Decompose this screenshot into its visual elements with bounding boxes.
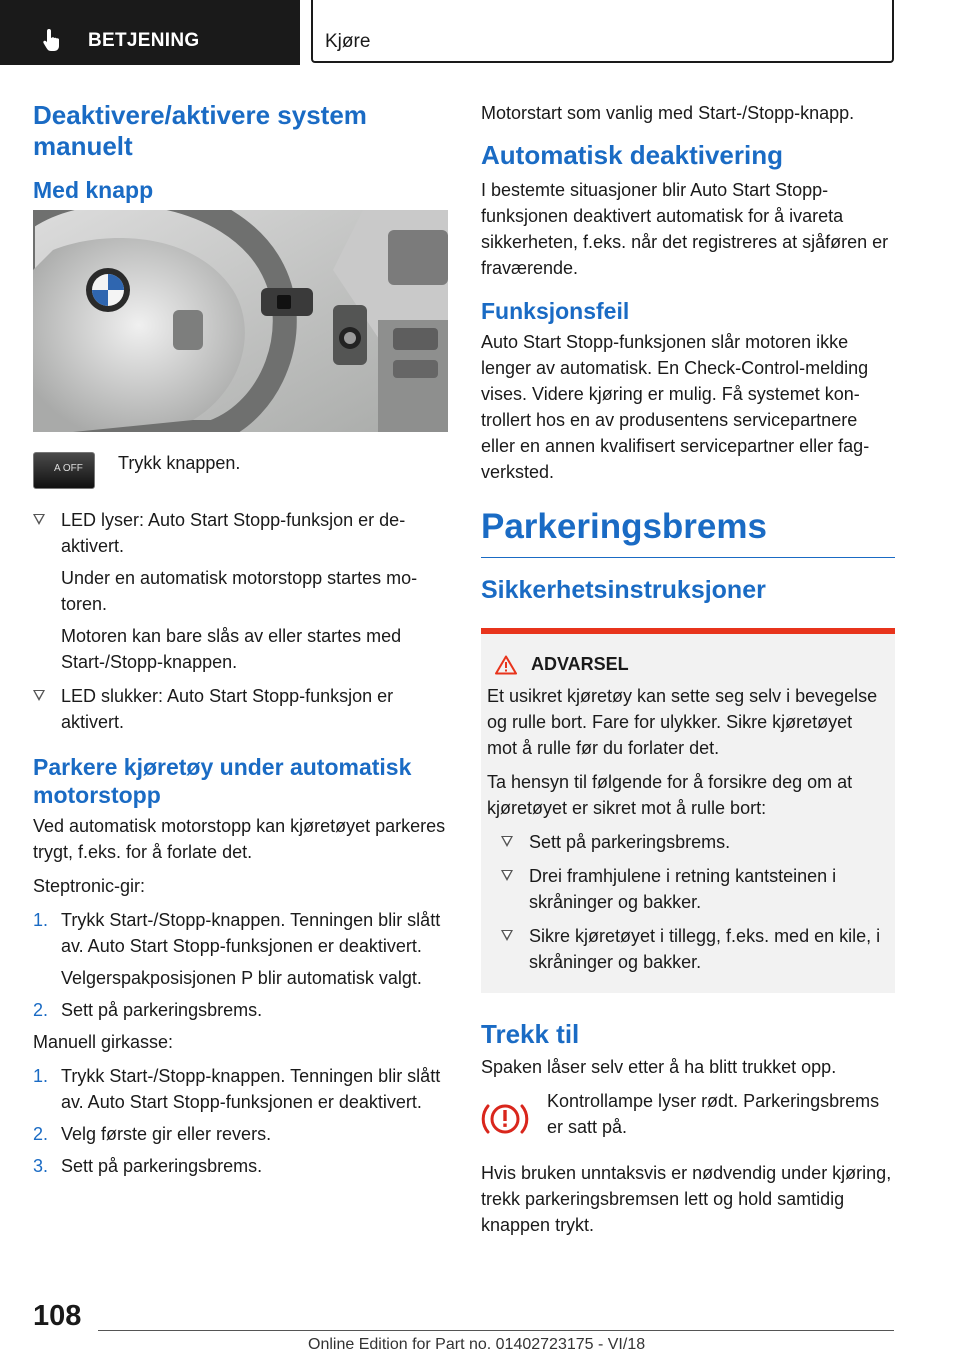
- triangle-bullet-icon: [501, 870, 513, 881]
- pull-text: Spaken låser selv etter å ha blitt trukket opp.: [481, 1057, 837, 1077]
- triangle-bullet-icon: [33, 514, 45, 525]
- list-item: LED slukker: Auto Start Stopp-funksjon er aktivert.: [33, 683, 448, 735]
- auto-deactivation-title: Automatisk deaktivering: [481, 140, 783, 170]
- chapter-tab: [0, 0, 300, 65]
- footer-divider: [98, 1330, 894, 1331]
- right-column: [481, 100, 895, 1246]
- warning-box: [481, 628, 895, 993]
- manual-steps: [33, 1063, 448, 1179]
- parking-brake-title: Parkeringsbrems: [481, 507, 895, 558]
- warning-triangle-icon: [495, 655, 517, 675]
- warning-list: [501, 829, 885, 975]
- subsection-title-park: Parkere kjøretøy under automatisk motorstopp: [33, 754, 412, 808]
- led-status-list: [33, 507, 448, 735]
- auto-deactivation-text: I bestemte situasjoner blir Auto Start Stopp-funksjonen deaktivert automatisk for å ivareta sikkerheten, f.eks. når det registreres at sjåføren er fraværende.: [481, 180, 889, 278]
- section-label: Kjøre: [325, 31, 371, 52]
- parking-brake-lamp-icon: [481, 1102, 529, 1136]
- manual-label: Manuell girkasse:: [33, 1032, 174, 1052]
- intro-text: Motorstart som vanlig med Start-/Stopp-knapp.: [481, 103, 855, 123]
- section-frame: [311, 0, 894, 63]
- list-item: 1. Trykk Start-/Stopp-knappen. Tenningen blir slått av. Auto Start Stopp-funksjonen er deaktivert.: [33, 1066, 441, 1112]
- hand-pointer-icon: [42, 28, 64, 52]
- list-item: 3. Sett på parkeringsbrems.: [33, 1156, 263, 1176]
- warning-text-1: Et usikret kjøretøy kan sette seg selv i bevegelse og rulle bort. Fare for ulykker. Sikre kjøretøyet mot å rulle før du forlater det.: [487, 686, 878, 758]
- park-text: Ved automatisk motorstopp kan kjøretøyet parkeres trygt, f.eks. for å forlate det.: [33, 816, 446, 862]
- warning-title: ADVARSEL: [487, 654, 885, 675]
- triangle-bullet-icon: [501, 930, 513, 941]
- triangle-bullet-icon: [501, 836, 513, 847]
- list-item: 2. Velg første gir eller revers.: [33, 1124, 272, 1144]
- page-number: 108: [33, 1300, 82, 1332]
- button-caption: Trykk knappen.: [118, 453, 241, 473]
- pull-title: Trekk til: [481, 1019, 580, 1049]
- triangle-bullet-icon: [33, 690, 45, 701]
- list-item: 1. Trykk Start-/Stopp-knappen. Tenningen blir slått av. Auto Start Stopp-funksjonen er deaktivert. Velgerspakposisjonen P blir automatisk valgt.: [33, 910, 441, 988]
- warning-text-2: Ta hensyn til følgende for å forsikre deg om at kjøretøyet er sikret mot å rulle bort:: [487, 772, 853, 818]
- lamp-text: Kontrollampe lyser rødt. Parkeringsbrems er satt på.: [547, 1091, 880, 1137]
- auto-start-stop-button-icon: A OFF: [33, 452, 95, 489]
- indicator-lamp-row: [481, 1088, 895, 1148]
- emergency-text: Hvis bruken unntaksvis er nødvendig under kjøring, trekk parkeringsbremsen lett og hold samtidig knappen trykt.: [481, 1163, 892, 1235]
- list-item: 2. Sett på parkeringsbrems.: [33, 1000, 263, 1020]
- steptronic-label: Steptronic-gir:: [33, 876, 146, 896]
- fault-title: Funksjonsfeil: [481, 298, 630, 324]
- button-instruction: [33, 452, 448, 489]
- left-column: [33, 100, 448, 1185]
- section-title: Deaktivere/aktivere system manuelt: [33, 100, 367, 161]
- fault-text: Auto Start Stopp-funksjonen slår motoren ikke lenger av automatisk. En Check-Control-melding vises. Videre kjøring er mulig. Få systemet kontrollert hos en av produsentens servicepartnere eller en annen kvalifisert servicepartner eller fagverksted.: [481, 332, 870, 482]
- safety-title: Sikkerhetsinstruksjoner: [481, 576, 766, 604]
- list-item: Sett på parkeringsbrems.: [501, 829, 885, 855]
- list-item: Drei framhjulene i retning kantsteinen i skråninger og bakker.: [501, 863, 885, 915]
- edition-text: Online Edition for Part no. 01402723175 - VI/18: [308, 1336, 646, 1353]
- list-item: LED lyser: Auto Start Stopp-funksjon er deaktivert. Under en automatisk motorstopp startes motoren. Motoren kan bare slås av eller startes med Start-/Stopp-knappen.: [33, 507, 448, 675]
- chapter-label: BETJENING: [88, 30, 200, 51]
- subsection-title-button: Med knapp: [33, 177, 154, 203]
- steptronic-steps: [33, 907, 448, 1023]
- steering-wheel-photo: [33, 210, 448, 432]
- list-item: Sikre kjøretøyet i tillegg, f.eks. med en kile, i skråninger og bakker.: [501, 923, 885, 975]
